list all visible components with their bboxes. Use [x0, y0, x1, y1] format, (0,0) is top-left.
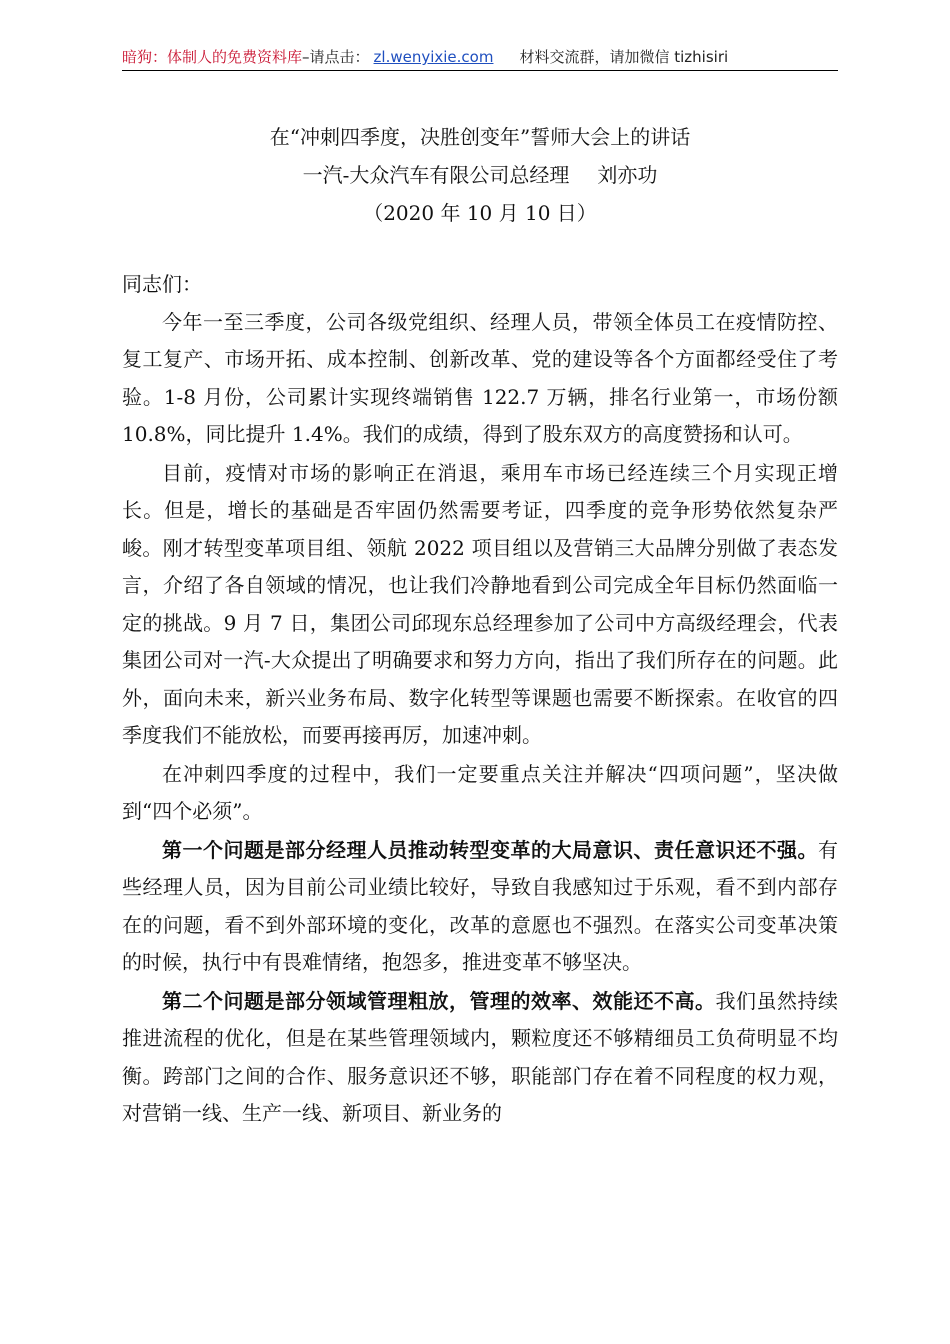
header-link[interactable]: zl.wenyixie.com [373, 48, 494, 66]
paragraph-4 [122, 832, 838, 982]
speech-date: （2020 年 10 月 10 日） [363, 201, 597, 225]
header-contact: 材料交流群，请加微信 tizhisiri [519, 48, 729, 66]
header-divider [122, 70, 838, 71]
paragraph-5-text: 我们虽然持续推进流程的优化，但是在某些管理领域内，颗粒度还不够精细员工负荷明显不均衡。跨部门之间的合作、服务意识还不够，职能部门存在着不同程度的权力观，对营销一线、生产一线、新项目、新业务的 [122, 988, 838, 1125]
salutation: 同志们： [122, 272, 202, 296]
paragraph-5 [122, 983, 838, 1133]
paragraph-3: 在冲刺四季度的过程中，我们一定要重点关注并解决“四项问题”，坚决做到“四个必须”。 [122, 761, 838, 823]
paragraph-4-heading: 第一个问题是部分经理人员推动转型变革的大局意识、责任意识还不强。 [162, 837, 818, 862]
paragraph-4-text: 有些经理人员，因为目前公司业绩比较好，导致自我感知过于乐观，看不到内部存在的问题，看不到外部环境的变化，改革的意愿也不强烈。在落实公司变革决策的时候，执行中有畏难情绪，抱怨多，推进变革不够坚决。 [122, 837, 838, 974]
paragraph-5-heading: 第二个问题是部分领域管理粗放，管理的效率、效能还不高。 [162, 988, 716, 1013]
header-prompt: –请点击： [302, 48, 370, 66]
page-header [122, 46, 838, 72]
speaker-name: 刘亦功 [597, 163, 658, 187]
paragraph-2: 目前，疫情对市场的影响正在消退，乘用车市场已经连续三个月实现正增长。但是，增长的基础是否牢固仍然需要考证，四季度的竞争形势依然复杂严峻。刚才转型变革项目组、领航 2022 项目组以及营销三大品牌分别做了表态发言，介绍了各自领域的情况，也让我们冷静地看到公司完成全年目标仍然面临一定的挑战。9 月 7 日，集团公司邱现东总经理参加了公司中方高级经理会，代表集团公司对一汽-大众提出了明确要求和努力方向，指出了我们所存在的问题。此外，面向未来，新兴业务布局、数字化转型等课题也需要不断探索。在收官的四季度我们不能放松，而要再接再厉，加速冲刺。 [122, 460, 838, 747]
speaker-org: 一汽-大众汽车有限公司总经理 [302, 163, 570, 187]
paragraph-1: 今年一至三季度，公司各级党组织、经理人员，带领全体员工在疫情防控、复工复产、市场开拓、成本控制、创新改革、党的建设等各个方面都经受住了考验。1-8 月份，公司累计实现终端销售 122.7 万辆，排名行业第一，市场份额 10.8%，同比提升 1.4%。我们的成绩，得到了股东双方的高度赞扬和认可。 [122, 309, 838, 446]
header-brand: 暗狗：体制人的免费资料库 [122, 48, 303, 66]
title-block [122, 118, 838, 232]
speaker-line [122, 156, 838, 194]
speech-body [122, 266, 838, 1134]
speech-title: 在“冲刺四季度，决胜创变年”誓师大会上的讲话 [269, 125, 691, 149]
